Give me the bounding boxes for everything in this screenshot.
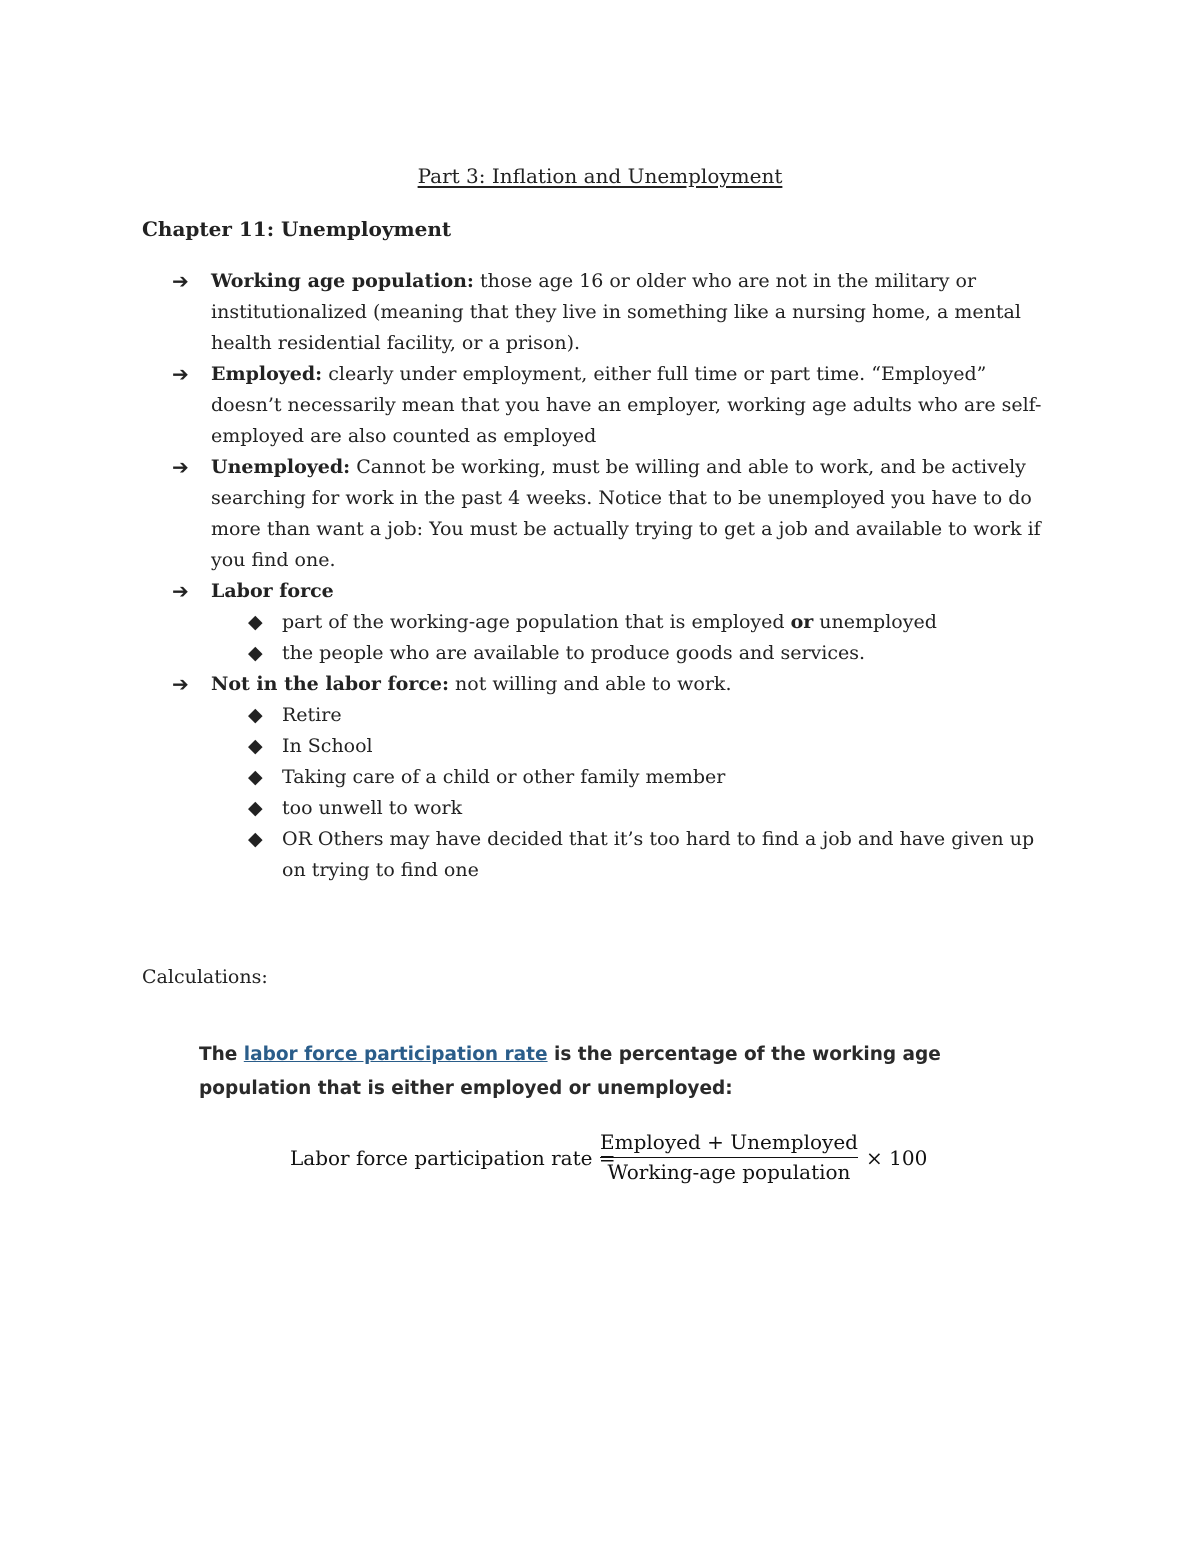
arrow-right-icon: ➔ (172, 269, 189, 293)
bullet-text: clearly under employment, either full time or part time. “Employed” doesn’t necessarily mean that you have an employer, working age adults who are self-employed are also counted as employed (211, 363, 1042, 447)
formula-numerator: Employed + Unemployed (600, 1130, 858, 1154)
bullet-text: those age 16 or older who are not in the military or institutionalized (meaning that they live in something like a nursing home, a mental health residential facility, or a prison). (211, 270, 1021, 354)
arrow-right-icon: ➔ (172, 455, 189, 479)
definition-term-link[interactable]: labor force participation rate (243, 1044, 548, 1065)
calculations-label: Calculations: (142, 966, 268, 988)
formula-denominator: Working-age population (607, 1160, 851, 1184)
bullet-term: Unemployed: (211, 456, 351, 478)
sub-bullet-item: ◆ Taking care of a child or other family member (0, 762, 1200, 793)
formula-fraction (600, 1128, 858, 1187)
part-title: Part 3: Inflation and Unemployment (417, 164, 783, 188)
chapter-title: Chapter 11: Unemployment (142, 217, 452, 241)
diamond-icon: ◆ (248, 642, 263, 664)
bullet-item-labor-force (0, 576, 1200, 607)
sub-bullet-item: ◆ Retire (0, 700, 1200, 731)
diamond-icon: ◆ (248, 766, 263, 788)
bullet-term: Working age population: (211, 270, 474, 292)
formula-rhs: × 100 (866, 1146, 928, 1170)
diamond-icon: ◆ (248, 828, 263, 850)
sub-bullet-item: ◆ part of the working-age population that is employed or unemployed (0, 607, 1200, 638)
formula-lhs: Labor force participation rate = (290, 1146, 616, 1170)
sub-bullet-item: ◆ too unwell to work (0, 793, 1200, 824)
diamond-icon: ◆ (248, 704, 263, 726)
bullet-item-working-age-population (0, 266, 1200, 359)
bullet-list (0, 266, 1200, 886)
bullet-text: Cannot be working, must be willing and able to work, and be actively searching for work in the past 4 weeks. Notice that to be unemployed you have to do more than want a job: You must be actually trying to get a job and available to work if you find one. (211, 456, 1041, 571)
arrow-right-icon: ➔ (172, 362, 189, 386)
definition-paragraph: The labor force participation rate is the percentage of the working age population that is either employed or unemployed: (199, 1044, 941, 1099)
sub-bullet-item: ◆ OR Others may have decided that it’s too hard to find a job and have given up on trying to find one (0, 824, 1200, 886)
bullet-term: Not in the labor force: (211, 673, 450, 695)
sub-bullet-item: ◆ In School (0, 731, 1200, 762)
arrow-right-icon: ➔ (172, 579, 189, 603)
bullet-item-employed (0, 359, 1200, 452)
diamond-icon: ◆ (248, 611, 263, 633)
bullet-item-not-in-labor-force (0, 669, 1200, 700)
diamond-icon: ◆ (248, 797, 263, 819)
bullet-term: Labor force (211, 580, 334, 602)
bullet-item-unemployed (0, 452, 1200, 576)
bullet-term: Employed: (211, 363, 323, 385)
arrow-right-icon: ➔ (172, 672, 189, 696)
sub-bullet-item: ◆ the people who are available to produce goods and services. (0, 638, 1200, 669)
bullet-text: not willing and able to work. (449, 673, 732, 695)
diamond-icon: ◆ (248, 735, 263, 757)
